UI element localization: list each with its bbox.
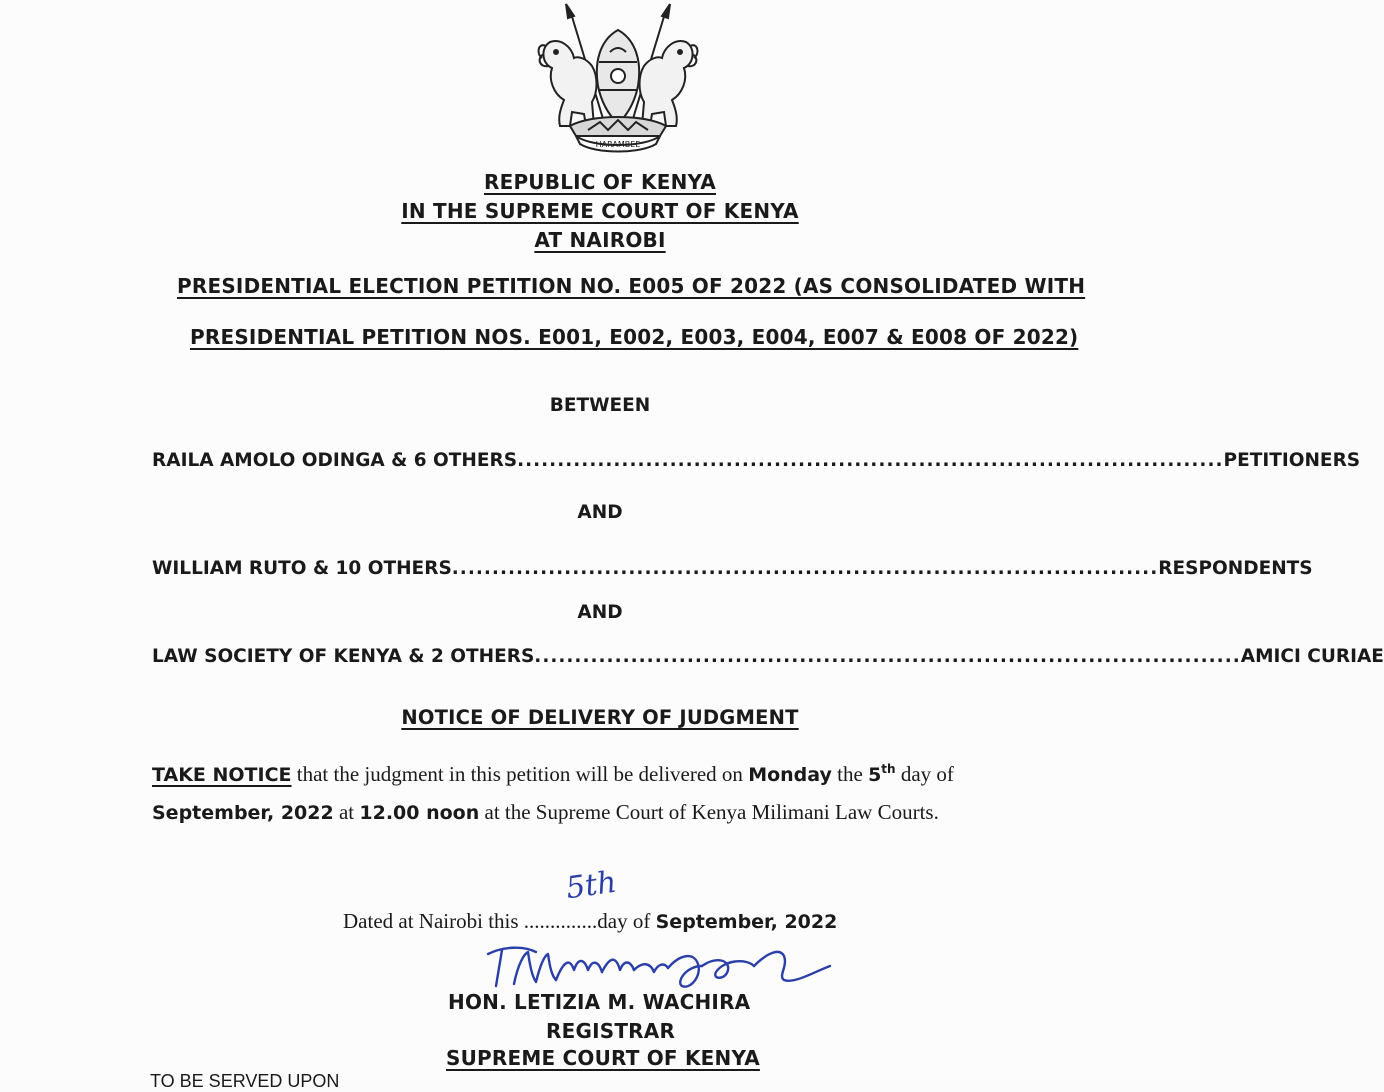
- served-upon-label: TO BE SERVED UPON: [150, 1071, 340, 1091]
- header-republic: REPUBLIC OF KENYA: [483, 170, 716, 194]
- kenya-coat-of-arms-icon: [530, 2, 706, 152]
- registrar-signature: [484, 936, 834, 998]
- notice-day: Monday: [748, 764, 832, 786]
- amici-row: [152, 646, 1384, 667]
- dated-prefix: Dated at Nairobi this: [343, 909, 524, 933]
- amici-name: LAW SOCIETY OF KENYA & 2 OTHERS: [152, 646, 535, 667]
- notice-text-4: at: [333, 800, 360, 824]
- petitioners-role: PETITIONERS: [1223, 450, 1361, 471]
- amici-leader-dots: ........................................................................................: [534, 646, 1241, 667]
- emblem-motto: HARAMBEE: [595, 140, 641, 149]
- dated-line: [343, 909, 837, 934]
- petitioners-leader-dots: ........................................................................................: [517, 450, 1224, 471]
- and-label-1: AND: [577, 502, 623, 523]
- take-notice-label: TAKE NOTICE: [152, 764, 292, 786]
- petitioners-row: [152, 450, 1361, 471]
- notice-date-num: 5: [868, 764, 882, 786]
- notice-text-3: day of: [895, 762, 954, 786]
- signatory-office: SUPREME COURT OF KENYA: [446, 1046, 760, 1070]
- notice-date-sup: th: [881, 762, 896, 776]
- notice-title: NOTICE OF DELIVERY OF JUDGMENT: [401, 706, 799, 729]
- notice-text-1: that the judgment in this petition will be delivered on: [291, 762, 749, 786]
- dated-dots: ..............: [523, 909, 598, 933]
- petition-line-2: PRESIDENTIAL PETITION NOS. E001, E002, E003, E004, E007 & E008 OF 2022): [190, 325, 1079, 349]
- header-location: AT NAIROBI: [534, 228, 666, 252]
- signatory-name: HON. LETIZIA M. WACHIRA: [448, 990, 751, 1014]
- respondents-leader-dots: ........................................................................................: [451, 558, 1159, 579]
- header-court: IN THE SUPREME COURT OF KENYA: [401, 199, 799, 223]
- petitioners-name: RAILA AMOLO ODINGA & 6 OTHERS: [152, 450, 518, 471]
- notice-line-1: [152, 762, 954, 787]
- dated-middle: day of: [597, 909, 656, 933]
- respondents-name: WILLIAM RUTO & 10 OTHERS: [152, 558, 452, 579]
- and-label-2: AND: [577, 602, 623, 623]
- between-label: BETWEEN: [549, 395, 651, 416]
- notice-month-year: September, 2022: [152, 802, 334, 824]
- notice-line-2: [152, 800, 939, 825]
- petition-line-1: PRESIDENTIAL ELECTION PETITION NO. E005 OF 2022 (AS CONSOLIDATED WITH: [177, 274, 1086, 298]
- notice-time: 12.00 noon: [359, 802, 480, 824]
- respondents-row: [152, 558, 1313, 579]
- signatory-title: REGISTRAR: [546, 1019, 676, 1043]
- handwritten-day: 5th: [563, 864, 619, 907]
- dated-month-year: September, 2022: [655, 911, 838, 933]
- notice-text-2: the: [831, 762, 869, 786]
- amici-role: AMICI CURIAE: [1240, 646, 1384, 667]
- respondents-role: RESPONDENTS: [1158, 558, 1313, 579]
- notice-text-5: at the Supreme Court of Kenya Milimani Law Courts.: [479, 800, 939, 824]
